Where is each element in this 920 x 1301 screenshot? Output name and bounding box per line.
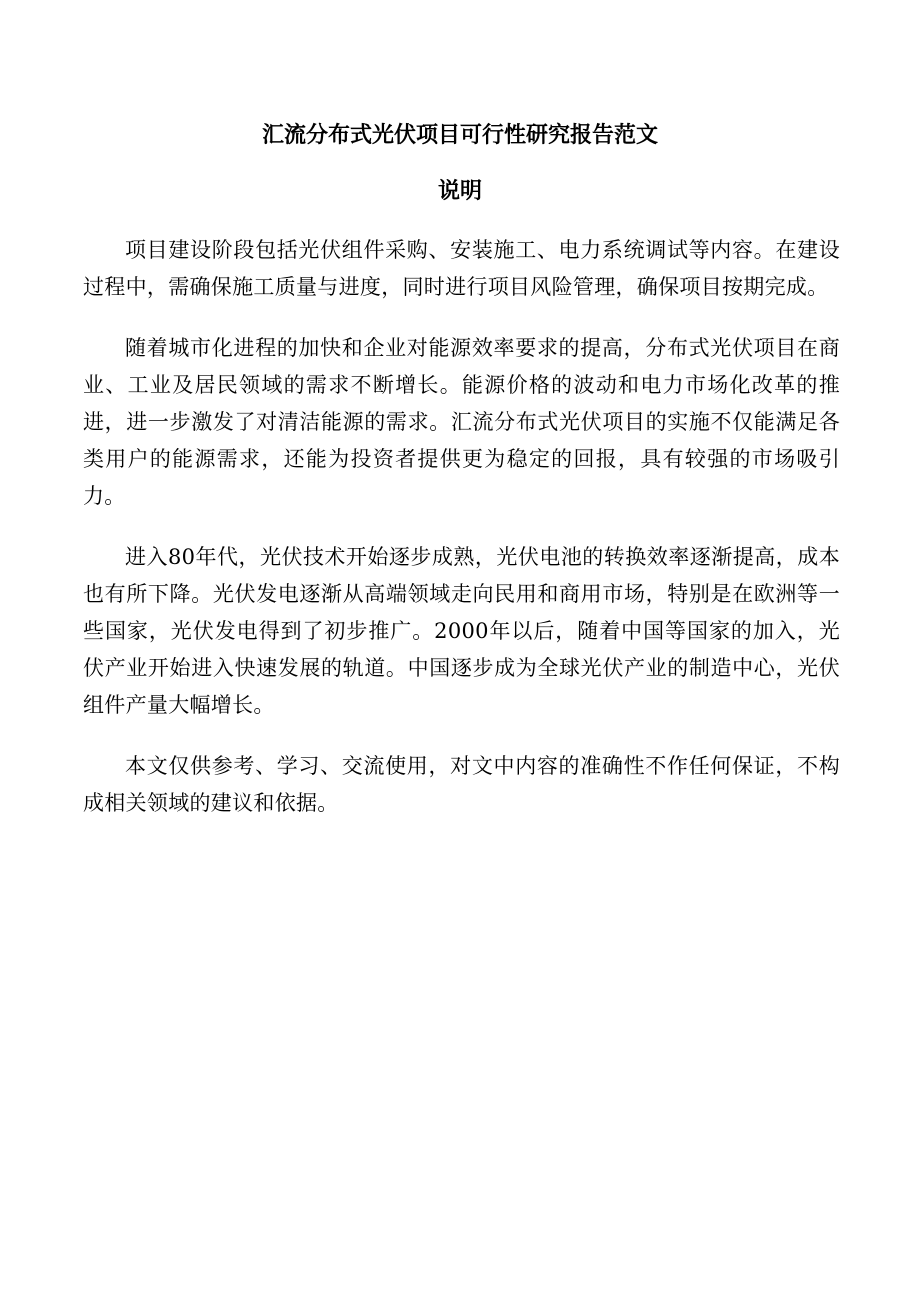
- section-heading: 说明: [437, 179, 482, 204]
- paragraph: 项目建设阶段包括光伏组件采购、安装施工、电力系统调试等内容。在建设过程中，需确保施工质量与进度，同时进行项目风险管理，确保项目按期完成。: [83, 238, 840, 299]
- paragraph: 随着城市化进程的加快和企业对能源效率要求的提高，分布式光伏项目在商业、工业及居民领域的需求不断增长。能源价格的波动和电力市场化改革的推进，进一步激发了对清洁能源的需求。汇流分布式光伏项目的实施不仅能满足各类用户的能源需求，还能为投资者提供更为稳定的回报，具有较强的市场吸引力。: [83, 336, 840, 508]
- paragraph: 进入80年代，光伏技术开始逐步成熟，光伏电池的转换效率逐渐提高，成本也有所下降。光伏发电逐渐从高端领域走向民用和商用市场，特别是在欧洲等一些国家，光伏发电得到了初步推广。2000年以后，随着中国等国家的加入，光伏产业开始进入快速发展的轨道。中国逐步成为全球光伏产业的制造中心，光伏组件产量大幅增长。: [83, 545, 840, 717]
- document-title: 汇流分布式光伏项目可行性研究报告范文: [261, 123, 658, 148]
- document-body: [83, 232, 840, 846]
- paragraph: 本文仅供参考、学习、交流使用，对文中内容的准确性不作任何保证，不构成相关领域的建议和依据。: [83, 754, 840, 815]
